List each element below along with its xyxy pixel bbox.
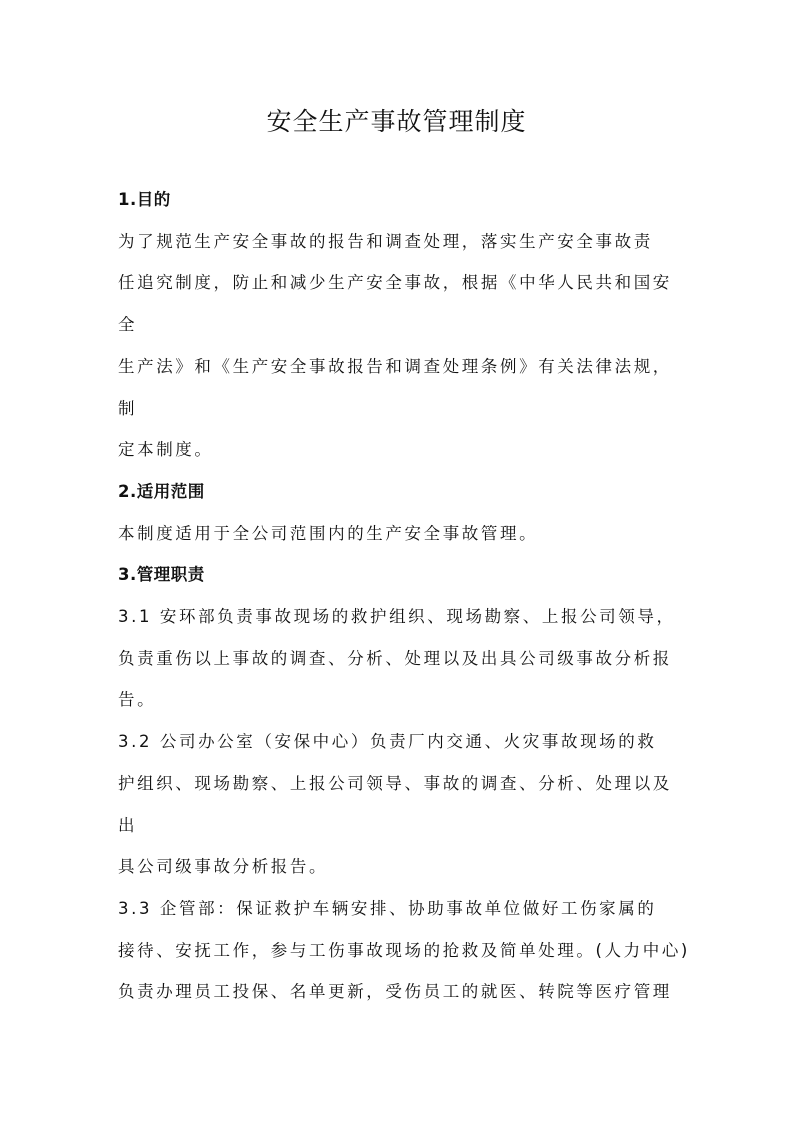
paragraph-line: 3.2 公司办公室（安保中心）负责厂内交通、火灾事故现场的救 <box>118 732 657 752</box>
paragraph-line: 制 <box>118 398 138 418</box>
paragraph-line: 生产法》和《生产安全事故报告和调查处理条例》有关法律法规， <box>118 356 672 376</box>
document-title: 安全生产事故管理制度 <box>266 107 527 136</box>
section-heading: 2.适用范围 <box>118 481 205 501</box>
section-heading: 3.管理职责 <box>118 565 205 585</box>
paragraph-line: 3.3 企管部：保证救护车辆安排、协助事故单位做好工伤家属的 <box>118 898 657 918</box>
paragraph-line: 出 <box>118 815 138 835</box>
paragraph-line: 负责重伤以上事故的调查、分析、处理以及出具公司级事故分析报 <box>118 648 672 668</box>
paragraph-line: 负责办理员工投保、名单更新，受伤员工的就医、转院等医疗管理 <box>118 982 672 1002</box>
paragraph-line: 护组织、现场勘察、上报公司领导、事故的调查、分析、处理以及 <box>118 773 672 793</box>
paragraph-line: 定本制度。 <box>118 440 214 460</box>
paragraph-line: 告。 <box>118 690 157 710</box>
paragraph-line: 为了规范生产安全事故的报告和调查处理，落实生产安全事故责 <box>118 231 653 251</box>
paragraph-line: 全 <box>118 315 138 335</box>
paragraph-line: 接待、安抚工作，参与工伤事故现场的抢救及简单处理。(人力中心) <box>118 940 690 960</box>
paragraph-line: 具公司级事故分析报告。 <box>118 857 329 877</box>
paragraph-line: 本制度适用于全公司范围内的生产安全事故管理。 <box>118 523 539 543</box>
paragraph-line: 3.1 安环部负责事故现场的救护组织、现场勘察、上报公司领导， <box>118 607 676 626</box>
paragraph-line: 任追究制度，防止和减少生产安全事故，根据《中华人民共和国安 <box>118 273 672 293</box>
section-heading: 1.目的 <box>118 190 171 209</box>
